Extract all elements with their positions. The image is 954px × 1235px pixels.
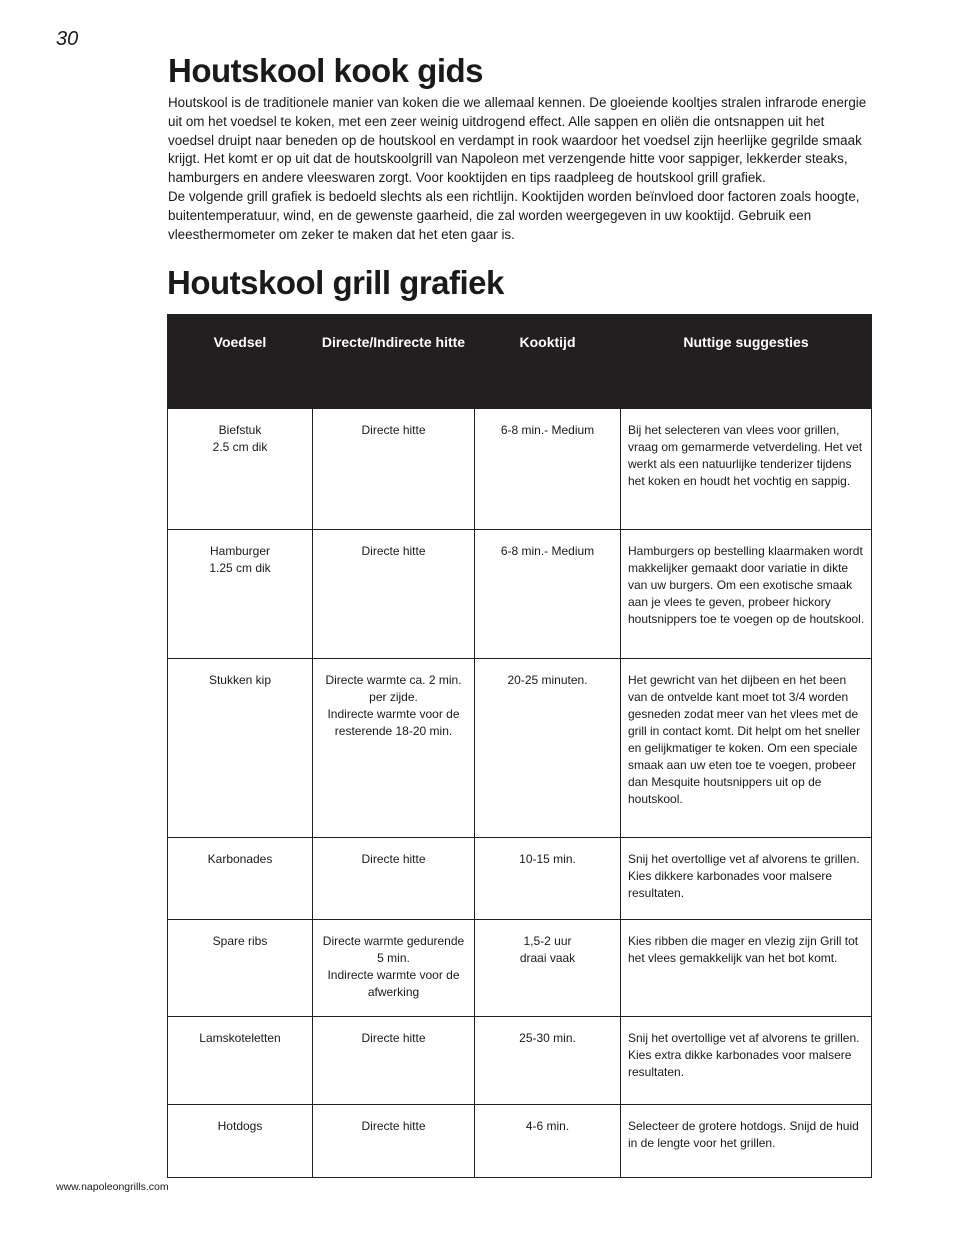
food-cell: Spare ribs (168, 920, 313, 1017)
header-time: Kooktijd (475, 314, 621, 409)
time-cell: 25-30 min. (475, 1017, 621, 1105)
table-header-row (168, 314, 872, 409)
heat-cell: Directe hitte (313, 1105, 475, 1178)
tip-cell: Het gewricht van het dijbeen en het been van de ontvelde kant moet tot 3/4 worden gesneden zodat meer van het vlees met de grill in contact komt. Dit helpt om het sneller en gelijkmatiger te koken. Om een speciale smaak aan uw eten toe te voegen, probeer dan Mesquite houtsnippers uit op de houtskool. (621, 659, 872, 838)
food-cell: Stukken kip (168, 659, 313, 838)
table-row (168, 409, 872, 530)
table-row (168, 1105, 872, 1178)
food-cell: Karbonades (168, 838, 313, 920)
heat-cell: Directe warmte gedurende 5 min. Indirecte warmte voor de afwerking (313, 920, 475, 1017)
heat-cell: Directe hitte (313, 409, 475, 530)
time-cell: 1,5-2 uur draai vaak (475, 920, 621, 1017)
heat-cell: Directe hitte (313, 530, 475, 659)
intro-paragraph-2: De volgende grill grafiek is bedoeld slechts als een richtlijn. Kooktijden worden beïnvloed door factoren zoals hoogte, buitentemperatuur, wind, en de gewenste gaarheid, die zal worden weergegeven in uw kooktijd. Gebruik een vleesthermometer om zeker te maken dat het eten gaar is. (168, 188, 860, 242)
intro-paragraph-1: Houtskool is de traditionele manier van koken die we allemaal kennen. De gloeiende kooltjes stralen infrarode energie uit om het voedsel te koken, met een zeer weinig uitdrogend effect. Alle sappen en oliën die ontsnappen uit het voedsel druipt naar beneden op de houtskool en verdampt in rook waardoor het voedsel zijn heerlijke gegrilde smaak krijgt. Het komt er op uit dat de houtskoolgrill van Napoleon met verzengende hitte voor sappiger, lekkerder steaks, hamburgers en andere vleeswaren zorgt. Voor kooktijden en tips raadpleeg de houtskool grill grafiek. (168, 95, 867, 186)
food-cell: Biefstuk 2.5 cm dik (168, 409, 313, 530)
food-cell: Lamskoteletten (168, 1017, 313, 1105)
header-heat: Directe/Indirecte hitte (313, 314, 475, 409)
time-cell: 20-25 minuten. (475, 659, 621, 838)
chart-title: Houtskool grill grafiek (167, 264, 504, 301)
page-number: 30 (56, 28, 79, 50)
time-cell: 6-8 min.- Medium (475, 530, 621, 659)
tip-cell: Kies ribben die mager en vlezig zijn Grill tot het vlees gemakkelijk van het bot komt. (621, 920, 872, 1017)
table-row (168, 659, 872, 838)
tip-cell: Snij het overtollige vet af alvorens te grillen. Kies dikkere karbonades voor malsere resultaten. (621, 838, 872, 920)
table-row (168, 920, 872, 1017)
footer-url: www.napoleongrills.com (56, 1181, 169, 1193)
food-cell: Hotdogs (168, 1105, 313, 1178)
time-cell: 10-15 min. (475, 838, 621, 920)
table-row (168, 1017, 872, 1105)
tip-cell: Bij het selecteren van vlees voor grillen, vraag om gemarmerde vetverdeling. Het vet werkt als een natuurlijke tenderizer tijdens het koken en houdt het vochtig en sappig. (621, 409, 872, 530)
grill-chart-table (167, 314, 872, 1178)
tip-cell: Selecteer de grotere hotdogs. Snijd de huid in de lengte voor het grillen. (621, 1105, 872, 1178)
heat-cell: Directe hitte (313, 1017, 475, 1105)
food-cell: Hamburger 1.25 cm dik (168, 530, 313, 659)
table-row (168, 838, 872, 920)
guide-intro (168, 94, 868, 244)
table-row (168, 530, 872, 659)
guide-title: Houtskool kook gids (168, 52, 484, 89)
tip-cell: Snij het overtollige vet af alvorens te grillen. Kies extra dikke karbonades voor malsere resultaten. (621, 1017, 872, 1105)
tip-cell: Hamburgers op bestelling klaarmaken wordt makkelijker gemaakt door variatie in dikte van uw burgers. Om een exotische smaak aan je vlees te geven, probeer hickory houtsnippers toe te voegen op de houtskool. (621, 530, 872, 659)
heat-cell: Directe warmte ca. 2 min. per zijde. Indirecte warmte voor de resterende 18-20 min. (313, 659, 475, 838)
header-food: Voedsel (168, 314, 313, 409)
header-tips: Nuttige suggesties (621, 314, 872, 409)
time-cell: 4-6 min. (475, 1105, 621, 1178)
heat-cell: Directe hitte (313, 838, 475, 920)
time-cell: 6-8 min.- Medium (475, 409, 621, 530)
